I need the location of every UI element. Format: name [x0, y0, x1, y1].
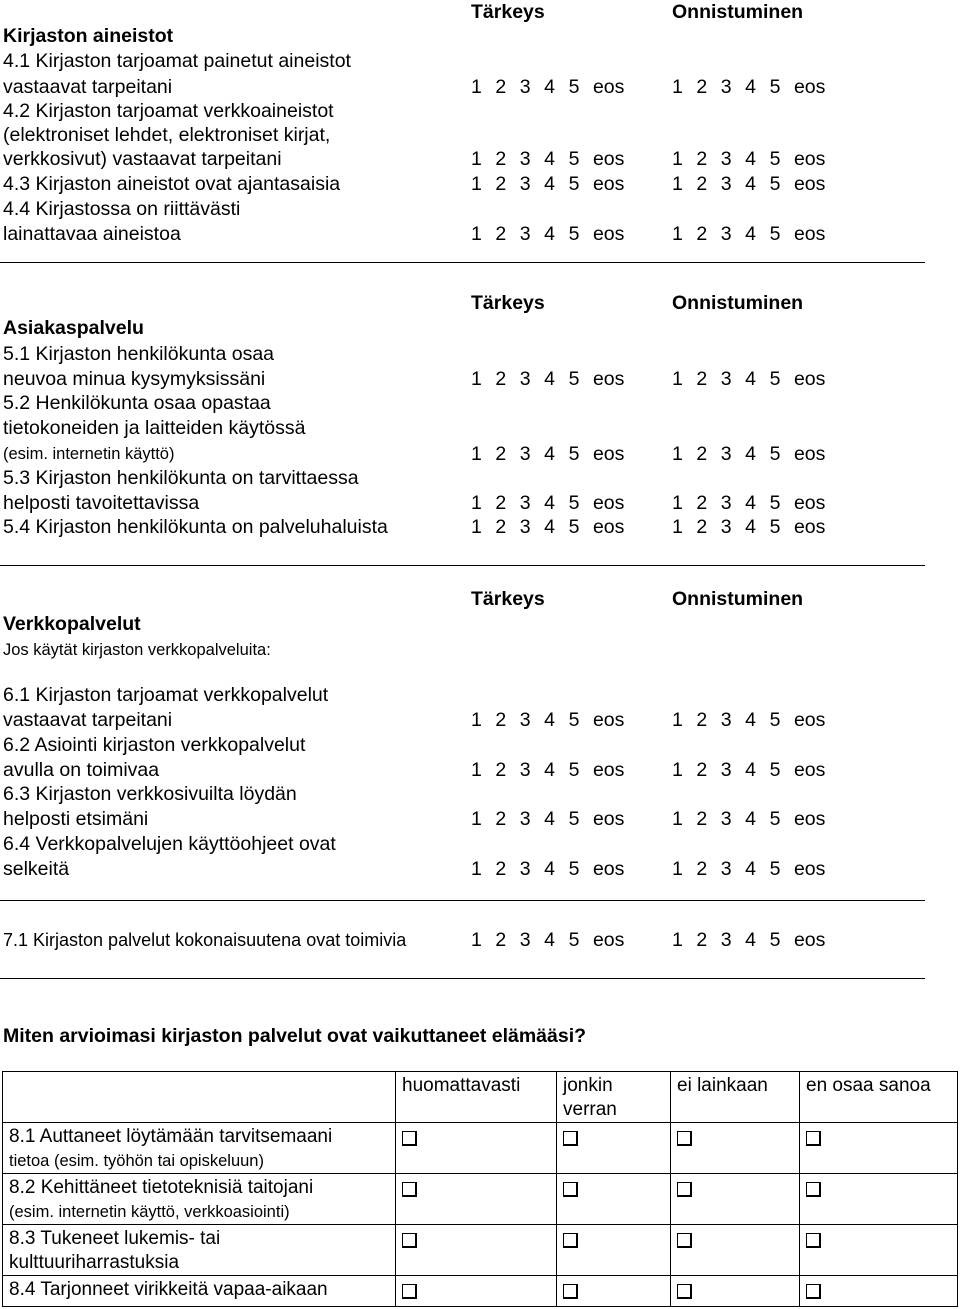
rating-scale [471, 708, 624, 732]
rating-option[interactable]: eos [592, 759, 625, 781]
rating-option[interactable]: 2 [696, 929, 708, 951]
checkbox[interactable] [563, 1233, 578, 1248]
rating-option[interactable]: 3 [519, 148, 531, 170]
rating-scale [471, 515, 624, 539]
rating-option[interactable]: 3 [519, 516, 531, 538]
checkbox[interactable] [806, 1131, 821, 1146]
rating-option[interactable]: 5 [568, 858, 580, 880]
question-text: lainattavaa aineistoa [3, 223, 181, 245]
rating-option[interactable]: 3 [720, 443, 732, 465]
rating-option[interactable]: 5 [568, 492, 580, 514]
rating-option[interactable]: 2 [495, 516, 507, 538]
question-text: 4.3 Kirjaston aineistot ovat ajantasaisia [3, 173, 341, 195]
rating-option[interactable]: 5 [769, 759, 781, 781]
rating-option[interactable]: 2 [495, 709, 507, 731]
rating-scale [672, 75, 825, 99]
rating-option[interactable]: 5 [568, 223, 580, 245]
question-text: selkeitä [3, 858, 70, 880]
row-label: 8.3 Tukeneet lukemis- tai kulttuuriharrastuksia [3, 1225, 396, 1276]
rating-option[interactable]: 1 [672, 492, 683, 514]
checkbox[interactable] [402, 1182, 417, 1197]
rating-option[interactable]: 4 [745, 858, 757, 880]
rating-option[interactable]: eos [592, 148, 625, 170]
rating-option[interactable]: 2 [495, 76, 507, 98]
rating-scale [471, 75, 624, 99]
rating-option[interactable]: 1 [471, 173, 482, 195]
header-success: Onnistuminen [672, 588, 804, 610]
rating-option[interactable]: 4 [544, 492, 556, 514]
divider [0, 262, 925, 263]
section-note: Jos käytät kirjaston verkkopalveluita: [3, 641, 271, 659]
column-header: jonkin verran [557, 1072, 671, 1123]
column-header: huomattavasti [396, 1072, 557, 1123]
rating-option[interactable]: 3 [720, 223, 732, 245]
header-success: Onnistuminen [672, 292, 804, 314]
rating-option[interactable]: eos [592, 443, 625, 465]
rating-option[interactable]: 1 [672, 858, 683, 880]
impact-table [2, 1071, 958, 1307]
question-text: (elektroniset lehdet, elektroniset kirjat, [3, 124, 331, 146]
checkbox[interactable] [806, 1182, 821, 1197]
question-text: 5.4 Kirjaston henkilökunta on palveluhaluista [3, 516, 388, 538]
rating-option[interactable]: eos [592, 223, 625, 245]
section-question-impact: Miten arvioimasi kirjaston palvelut ovat vaikuttaneet elämääsi? [3, 1025, 587, 1047]
question-text: (esim. internetin käyttö) [3, 445, 175, 463]
rating-option[interactable]: 4 [544, 173, 556, 195]
row-label: 8.1 Auttaneet löytämään tarvitsemaani tietoa (esim. työhön tai opiskeluun) [3, 1123, 396, 1174]
question-text: vastaavat tarpeitani [3, 76, 173, 98]
rating-option[interactable]: 5 [769, 709, 781, 731]
checkbox[interactable] [563, 1131, 578, 1146]
rating-option[interactable]: 5 [568, 516, 580, 538]
rating-option[interactable]: 1 [672, 516, 683, 538]
rating-option[interactable]: 1 [471, 76, 482, 98]
rating-option[interactable]: 3 [519, 76, 531, 98]
rating-option[interactable]: 5 [769, 929, 781, 951]
rating-option[interactable]: 2 [696, 76, 708, 98]
rating-option[interactable]: 2 [696, 148, 708, 170]
rating-option[interactable]: 2 [696, 223, 708, 245]
question-text: helposti etsimäni [3, 808, 149, 830]
rating-option[interactable]: 1 [471, 148, 482, 170]
rating-option[interactable]: eos [793, 808, 826, 830]
rating-option[interactable]: 3 [720, 76, 732, 98]
rating-option[interactable]: 4 [544, 223, 556, 245]
rating-option[interactable]: 4 [544, 516, 556, 538]
checkbox[interactable] [677, 1131, 692, 1146]
rating-scale [672, 758, 825, 782]
rating-option[interactable]: 3 [519, 858, 531, 880]
question-text: 6.1 Kirjaston tarjoamat verkkopalvelut [3, 684, 329, 706]
rating-option[interactable]: 1 [672, 223, 683, 245]
rating-option[interactable]: 1 [471, 443, 482, 465]
rating-option[interactable]: 3 [519, 443, 531, 465]
rating-option[interactable]: 1 [471, 368, 482, 390]
rating-option[interactable]: 2 [495, 223, 507, 245]
section-title-materials: Kirjaston aineistot [3, 25, 174, 47]
rating-option[interactable]: 1 [672, 808, 683, 830]
rating-option[interactable]: 3 [519, 759, 531, 781]
question-text: 4.1 Kirjaston tarjoamat painetut aineistot [3, 50, 351, 72]
rating-option[interactable]: 4 [745, 223, 757, 245]
rating-scale [471, 442, 624, 466]
table-row [3, 1225, 958, 1276]
rating-option[interactable]: eos [793, 368, 826, 390]
rating-option[interactable]: 2 [696, 492, 708, 514]
rating-option[interactable]: 3 [720, 516, 732, 538]
rating-option[interactable]: 3 [720, 929, 732, 951]
header-importance: Tärkeys [471, 1, 545, 23]
rating-option[interactable]: 2 [696, 368, 708, 390]
rating-option[interactable]: eos [592, 76, 625, 98]
rating-scale [672, 172, 825, 196]
section-title-customer-service: Asiakaspalvelu [3, 317, 144, 339]
rating-option[interactable]: 5 [769, 173, 781, 195]
rating-option[interactable]: 2 [495, 929, 507, 951]
rating-option[interactable]: 1 [672, 173, 683, 195]
rating-option[interactable]: 4 [745, 759, 757, 781]
rating-option[interactable]: 2 [696, 443, 708, 465]
rating-option[interactable]: 2 [495, 148, 507, 170]
row-label: 8.4 Tarjonneet virikkeitä vapaa-aikaan [3, 1276, 396, 1307]
rating-option[interactable]: 1 [672, 929, 683, 951]
rating-scale [471, 807, 624, 831]
rating-option[interactable]: 4 [544, 808, 556, 830]
rating-scale [471, 172, 624, 196]
rating-option[interactable]: 3 [720, 808, 732, 830]
rating-scale [672, 367, 825, 391]
rating-option[interactable]: 2 [696, 858, 708, 880]
header-importance: Tärkeys [471, 588, 545, 610]
rating-option[interactable]: 4 [745, 148, 757, 170]
question-text: 5.2 Henkilökunta osaa opastaa [3, 392, 271, 414]
checkbox[interactable] [402, 1284, 417, 1299]
rating-scale [471, 857, 624, 881]
rating-option[interactable]: 2 [495, 858, 507, 880]
rating-scale [471, 367, 624, 391]
rating-option[interactable]: eos [592, 929, 625, 951]
rating-option[interactable]: 3 [519, 223, 531, 245]
rating-option[interactable]: 2 [495, 443, 507, 465]
rating-option[interactable]: 5 [568, 368, 580, 390]
rating-option[interactable]: eos [793, 858, 826, 880]
rating-option[interactable]: 1 [672, 368, 683, 390]
rating-option[interactable]: 4 [745, 76, 757, 98]
rating-option[interactable]: 1 [672, 759, 683, 781]
question-text: 6.3 Kirjaston verkkosivuilta löydän [3, 783, 297, 805]
rating-option[interactable]: 3 [519, 173, 531, 195]
rating-option[interactable]: 1 [471, 858, 482, 880]
rating-option[interactable]: 1 [471, 223, 482, 245]
rating-option[interactable]: 2 [495, 173, 507, 195]
rating-option[interactable]: 2 [696, 516, 708, 538]
rating-option[interactable]: eos [592, 516, 625, 538]
table-header-row [3, 1072, 958, 1123]
rating-option[interactable]: 1 [672, 443, 683, 465]
rating-option[interactable]: 1 [471, 492, 482, 514]
question-text: avulla on toimivaa [3, 759, 160, 781]
rating-option[interactable]: 5 [769, 76, 781, 98]
rating-option[interactable]: 5 [769, 808, 781, 830]
rating-option[interactable]: 3 [720, 858, 732, 880]
rating-option[interactable]: 5 [568, 76, 580, 98]
rating-option[interactable]: 3 [519, 808, 531, 830]
rating-scale [471, 491, 624, 515]
rating-option[interactable]: 3 [720, 492, 732, 514]
rating-scale [672, 708, 825, 732]
checkbox[interactable] [402, 1233, 417, 1248]
rating-option[interactable]: 4 [544, 368, 556, 390]
rating-option[interactable]: eos [793, 759, 826, 781]
column-header: en osaa sanoa [800, 1072, 958, 1123]
row-label: 8.2 Kehittäneet tietoteknisiä taitojani (esim. internetin käyttö, verkkoasiointi) [3, 1174, 396, 1225]
rating-option[interactable]: 4 [544, 148, 556, 170]
rating-option[interactable]: eos [793, 173, 826, 195]
rating-option[interactable]: 4 [544, 759, 556, 781]
question-text: 5.1 Kirjaston henkilökunta osaa [3, 343, 275, 365]
rating-option[interactable]: 2 [495, 808, 507, 830]
divider [0, 900, 925, 901]
question-text: 4.2 Kirjaston tarjoamat verkkoaineistot [3, 100, 334, 122]
rating-option[interactable]: 5 [568, 808, 580, 830]
question-text: 6.4 Verkkopalvelujen käyttöohjeet ovat [3, 833, 336, 855]
question-text: tietokoneiden ja laitteiden käytössä [3, 417, 306, 439]
rating-option[interactable]: 1 [471, 516, 482, 538]
rating-option[interactable]: 4 [745, 808, 757, 830]
column-header: ei lainkaan [671, 1072, 800, 1123]
question-text: 7.1 Kirjaston palvelut kokonaisuutena ovat toimivia [3, 930, 407, 950]
rating-scale [471, 147, 624, 171]
header-success: Onnistuminen [672, 1, 804, 23]
rating-option[interactable]: 5 [568, 148, 580, 170]
rating-option[interactable]: eos [793, 223, 826, 245]
rating-option[interactable]: 1 [471, 929, 482, 951]
section-title-online-services: Verkkopalvelut [3, 613, 141, 635]
question-text: 4.4 Kirjastossa on riittävästi [3, 198, 241, 220]
rating-option[interactable]: eos [592, 173, 625, 195]
rating-scale [672, 857, 825, 881]
rating-option[interactable]: 5 [568, 443, 580, 465]
rating-option[interactable]: 3 [720, 148, 732, 170]
divider [0, 565, 925, 566]
rating-option[interactable]: 2 [495, 492, 507, 514]
table-header-empty [3, 1072, 396, 1123]
checkbox[interactable] [806, 1284, 821, 1299]
question-text: helposti tavoitettavissa [3, 492, 200, 514]
rating-option[interactable]: 4 [745, 709, 757, 731]
rating-option[interactable]: 4 [745, 368, 757, 390]
rating-option[interactable]: 5 [568, 173, 580, 195]
rating-option[interactable]: eos [592, 858, 625, 880]
rating-option[interactable]: eos [592, 709, 625, 731]
rating-option[interactable]: eos [793, 516, 826, 538]
rating-option[interactable]: eos [793, 76, 826, 98]
rating-option[interactable]: 4 [745, 173, 757, 195]
checkbox[interactable] [563, 1182, 578, 1197]
question-text: 6.2 Asiointi kirjaston verkkopalvelut [3, 734, 306, 756]
rating-option[interactable]: eos [793, 443, 826, 465]
rating-option[interactable]: 2 [696, 709, 708, 731]
rating-option[interactable]: eos [793, 709, 826, 731]
rating-option[interactable]: 5 [769, 492, 781, 514]
checkbox[interactable] [677, 1284, 692, 1299]
rating-option[interactable]: 2 [696, 173, 708, 195]
rating-option[interactable]: 5 [769, 148, 781, 170]
rating-option[interactable]: 4 [544, 709, 556, 731]
rating-option[interactable]: 1 [471, 759, 482, 781]
rating-option[interactable]: 4 [745, 516, 757, 538]
rating-option[interactable]: eos [793, 492, 826, 514]
rating-option[interactable]: eos [793, 148, 826, 170]
rating-option[interactable]: 5 [568, 759, 580, 781]
rating-scale [471, 222, 624, 246]
question-text: neuvoa minua kysymyksissäni [3, 368, 266, 390]
rating-option[interactable]: 5 [568, 929, 580, 951]
rating-option[interactable]: eos [592, 368, 625, 390]
rating-option[interactable]: 3 [519, 492, 531, 514]
table-row [3, 1174, 958, 1225]
rating-option[interactable]: 3 [720, 368, 732, 390]
rating-option[interactable]: 4 [544, 858, 556, 880]
rating-scale [672, 515, 825, 539]
rating-option[interactable]: 5 [769, 368, 781, 390]
rating-scale [672, 147, 825, 171]
rating-scale [471, 928, 624, 952]
checkbox[interactable] [806, 1233, 821, 1248]
checkbox[interactable] [677, 1233, 692, 1248]
checkbox[interactable] [402, 1131, 417, 1146]
rating-option[interactable]: 3 [519, 368, 531, 390]
rating-scale [672, 222, 825, 246]
checkbox[interactable] [563, 1284, 578, 1299]
table-row [3, 1123, 958, 1174]
rating-option[interactable]: 3 [519, 929, 531, 951]
rating-option[interactable]: 1 [672, 148, 683, 170]
question-text: verkkosivut) vastaavat tarpeitani [3, 148, 282, 170]
question-text: vastaavat tarpeitani [3, 709, 173, 731]
rating-option[interactable]: 1 [672, 76, 683, 98]
rating-option[interactable]: eos [592, 492, 625, 514]
rating-option[interactable]: 5 [568, 709, 580, 731]
rating-option[interactable]: 4 [544, 76, 556, 98]
rating-option[interactable]: 1 [672, 709, 683, 731]
rating-option[interactable]: 2 [696, 759, 708, 781]
rating-scale [471, 758, 624, 782]
rating-scale [672, 807, 825, 831]
rating-option[interactable]: 3 [720, 759, 732, 781]
question-text: 5.3 Kirjaston henkilökunta on tarvittaessa [3, 467, 359, 489]
rating-option[interactable]: 4 [745, 443, 757, 465]
rating-option[interactable]: 5 [769, 223, 781, 245]
rating-option[interactable]: 3 [720, 709, 732, 731]
rating-option[interactable]: 5 [769, 443, 781, 465]
rating-scale [672, 442, 825, 466]
rating-option[interactable]: 1 [471, 709, 482, 731]
rating-scale [672, 928, 825, 952]
rating-option[interactable]: 4 [745, 492, 757, 514]
rating-option[interactable]: 2 [495, 759, 507, 781]
rating-option[interactable]: 5 [769, 516, 781, 538]
table-row [3, 1276, 958, 1307]
rating-scale [672, 491, 825, 515]
rating-option[interactable]: 4 [544, 929, 556, 951]
divider [0, 978, 925, 979]
rating-option[interactable]: 4 [745, 929, 757, 951]
rating-option[interactable]: 2 [696, 808, 708, 830]
header-importance: Tärkeys [471, 292, 545, 314]
rating-option[interactable]: eos [793, 929, 826, 951]
rating-option[interactable]: 4 [544, 443, 556, 465]
rating-option[interactable]: eos [592, 808, 625, 830]
rating-option[interactable]: 1 [471, 808, 482, 830]
rating-option[interactable]: 3 [720, 173, 732, 195]
checkbox[interactable] [677, 1182, 692, 1197]
rating-option[interactable]: 3 [519, 709, 531, 731]
rating-option[interactable]: 2 [495, 368, 507, 390]
rating-option[interactable]: 5 [769, 858, 781, 880]
